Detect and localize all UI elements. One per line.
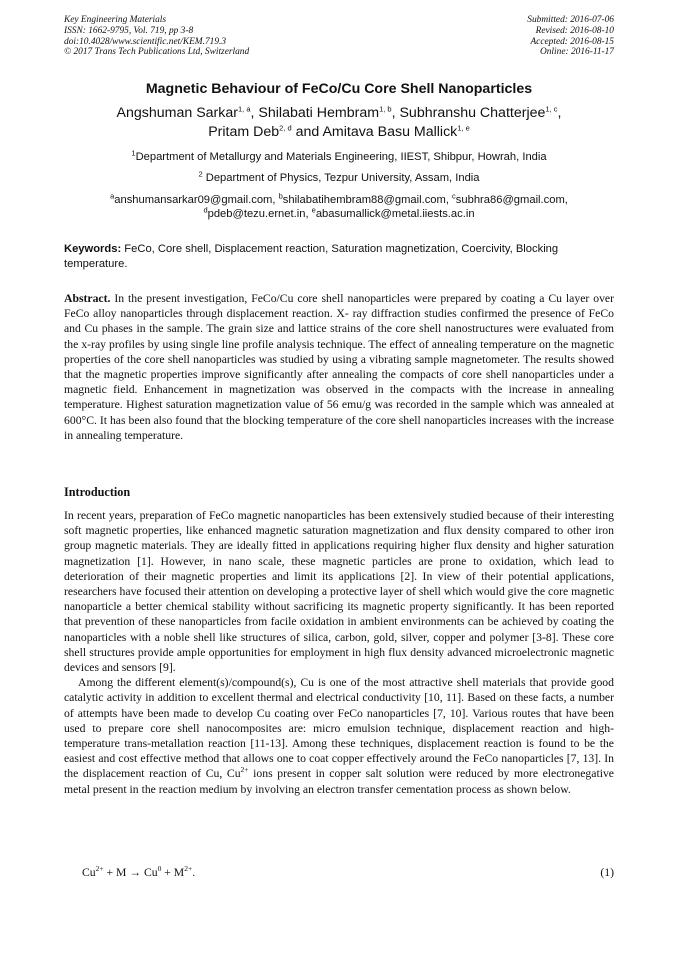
abstract-text: In the present investigation, FeCo/Cu core shell nanoparticles were prepared by coating a Cu layer over FeCo alloy nanoparticles through displacement reaction. X- ray diffraction studies confirmed the presence of FeCo and Cu phases in the sample. The grain size and lattice strains of the core shell nanostructures were evaluated from the x-ray profiles by using single line profile analysis technique. The effect of annealing temperature on the magnetic properties of the core shell nanoparticles was studied by using a vibrating sample magnetometer. The results showed that the magnetic properties improve significantly after annealing the compacts of core shell nanoparticles under a magnetic field. Enhancement in magnetization was observed in the compacts with the increase in annealing temperature. Highest saturation magnetization value of 56 emu/g was recorded in the sample which was annealed at 600°C. It has been also found that the blocking temperature of the core shell nanoparticles increases with the increase in annealing temperature.	[64, 292, 614, 442]
online-date: Online: 2016-11-17	[539, 47, 614, 58]
equation-term: Cu	[82, 866, 96, 879]
author-affiliation-marker: 1, b	[379, 104, 392, 114]
email-separator: ,	[445, 194, 453, 206]
email-marker: b	[278, 191, 283, 201]
email-marker: a	[110, 191, 115, 201]
ion-charge: 2+	[240, 765, 249, 775]
email-marker: d	[203, 205, 208, 215]
author-separator: ,	[250, 105, 259, 121]
dates-info	[527, 15, 614, 58]
author-separator: ,	[391, 105, 400, 121]
copyright: © 2017 Trans Tech Publications Ltd, Switzerland	[64, 47, 250, 58]
affiliation-marker: 1	[131, 148, 136, 158]
accepted-date: Accepted: 2016-08-15	[530, 36, 614, 47]
author-name: Angshuman Sarkar	[116, 105, 238, 121]
equation-superscript: 0	[157, 864, 162, 874]
author-affiliation-marker: 1, c	[545, 104, 558, 114]
author-affiliation-marker: 2, d	[279, 122, 292, 132]
affiliation-2	[40, 171, 638, 185]
paragraph-text: Among the different element(s)/compound(s), Cu is one of the most attractive shell materials that provide good catalytic activity in addition to excellent thermal and electrical conductivity [10, 11]. Based on these facts, a number of attempts have been made to develop Cu coating over FeCo nanoparticles [7, 10]. Various routes that have been used to prepare core shell nanocomposites are: micro emulsion technique, displacement reaction and high-temperature trans-metallation reaction [11-13]. Among these techniques, displacement reaction is found to be the easiest and cost effective method that allows one to coat copper effectively around the FeCo nanoparticles [7, 13]. In the displacement reaction of Cu, Cu	[64, 676, 614, 781]
author-name: Pritam Deb	[208, 123, 280, 140]
keywords	[64, 242, 614, 271]
author-name: Shilabati Hembram	[258, 105, 380, 121]
affiliation-text: Department of Metallurgy and Materials Engineering, IIEST, Shibpur, Howrah, India	[135, 151, 547, 163]
author-affiliation-marker: 1, e	[457, 122, 470, 132]
email-separator: ,	[305, 208, 312, 220]
equation-term: + M	[161, 866, 185, 879]
doi: doi:10.4028/www.scientific.net/KEM.719.3	[64, 36, 227, 47]
equation-superscript: 2+	[184, 864, 193, 874]
keywords-label: Keywords:	[64, 243, 122, 255]
email-address: anshumansarkar09@gmail.com	[114, 194, 273, 206]
equation-term: + M → Cu	[103, 866, 158, 879]
affiliation-1	[40, 150, 638, 164]
author-name: Subhranshu Chatterjee	[399, 105, 546, 121]
revised-date: Revised: 2016-08-10	[535, 25, 614, 36]
issn-volume: ISSN: 1662-9795, Vol. 719, pp 3-8	[64, 25, 194, 36]
author-list	[40, 104, 638, 141]
email-marker: c	[452, 191, 456, 201]
affiliation-text: Department of Physics, Tezpur University, Assam, India	[202, 172, 480, 184]
email-address: abasumallick@metal.iiests.ac.in	[315, 208, 475, 220]
email-address: pdeb@tezu.ernet.in	[207, 208, 306, 220]
equation-1	[82, 866, 614, 879]
section-heading-introduction: Introduction	[64, 485, 131, 499]
email-list	[40, 193, 638, 221]
introduction-body	[64, 508, 614, 797]
journal-name: Key Engineering Materials	[64, 15, 167, 25]
author-separator: and	[291, 123, 323, 140]
paragraph-text: ions present in copper salt solution were reduced by more electronegative metal present in the reaction medium by involving an electron transfer cementation process as shown below.	[64, 767, 614, 796]
equation-number: (1)	[600, 866, 614, 879]
abstract	[64, 291, 614, 443]
email-separator: ,	[564, 194, 568, 206]
affiliation-marker: 2	[198, 169, 203, 179]
email-marker: e	[311, 205, 316, 215]
paragraph: In recent years, preparation of FeCo magnetic nanoparticles has been extensively studied because of their interesting soft magnetic properties, like enhanced magnetic saturation magnetization and flux density compared to other iron group magnetic materials. They are ideally fitted in applications requiring higher flux density and higher saturation magnetization [1]. However, in nano scale, these magnetic particles are prone to oxidation, which lead to deterioration of their magnetic properties and limit its applications [2]. In view of their potential applications, researchers have focused their attention on developing a protective layer of shell which would give the core magnetic nanoparticle a better chemical stability without sacrificing its magnetic property significantly. It has been reported that prevention of these nanoparticles from facile oxidation in ambient environments can be achieved by coating the nanoparticles with a noble shell like structures of silica, carbon, gold, silver, copper and polymer [3-8]. These core shell structures provide ample opportunities for employment in high flux density advanced microelectronic magnetic devices and sensors [9].	[64, 509, 614, 675]
journal-info	[64, 15, 249, 58]
running-header	[64, 15, 614, 58]
equation-term: .	[192, 866, 196, 879]
abstract-label: Abstract.	[64, 292, 111, 305]
author-separator: ,	[557, 105, 562, 121]
author-affiliation-marker: 1, a	[238, 104, 251, 114]
email-separator: ,	[272, 194, 279, 206]
paper-title: Magnetic Behaviour of FeCo/Cu Core Shell Nanoparticles	[145, 81, 533, 97]
submitted-date: Submitted: 2016-07-06	[527, 15, 614, 25]
email-address: subhra86@gmail.com	[455, 194, 565, 206]
keywords-text: FeCo, Core shell, Displacement reaction, Saturation magnetization, Coercivity, Blocking temperature.	[64, 243, 559, 270]
email-address: shilabatihembram88@gmail.com	[282, 194, 446, 206]
equation-superscript: 2+	[95, 864, 104, 874]
author-name: Amitava Basu Mallick	[322, 123, 458, 140]
paragraph	[64, 675, 614, 797]
